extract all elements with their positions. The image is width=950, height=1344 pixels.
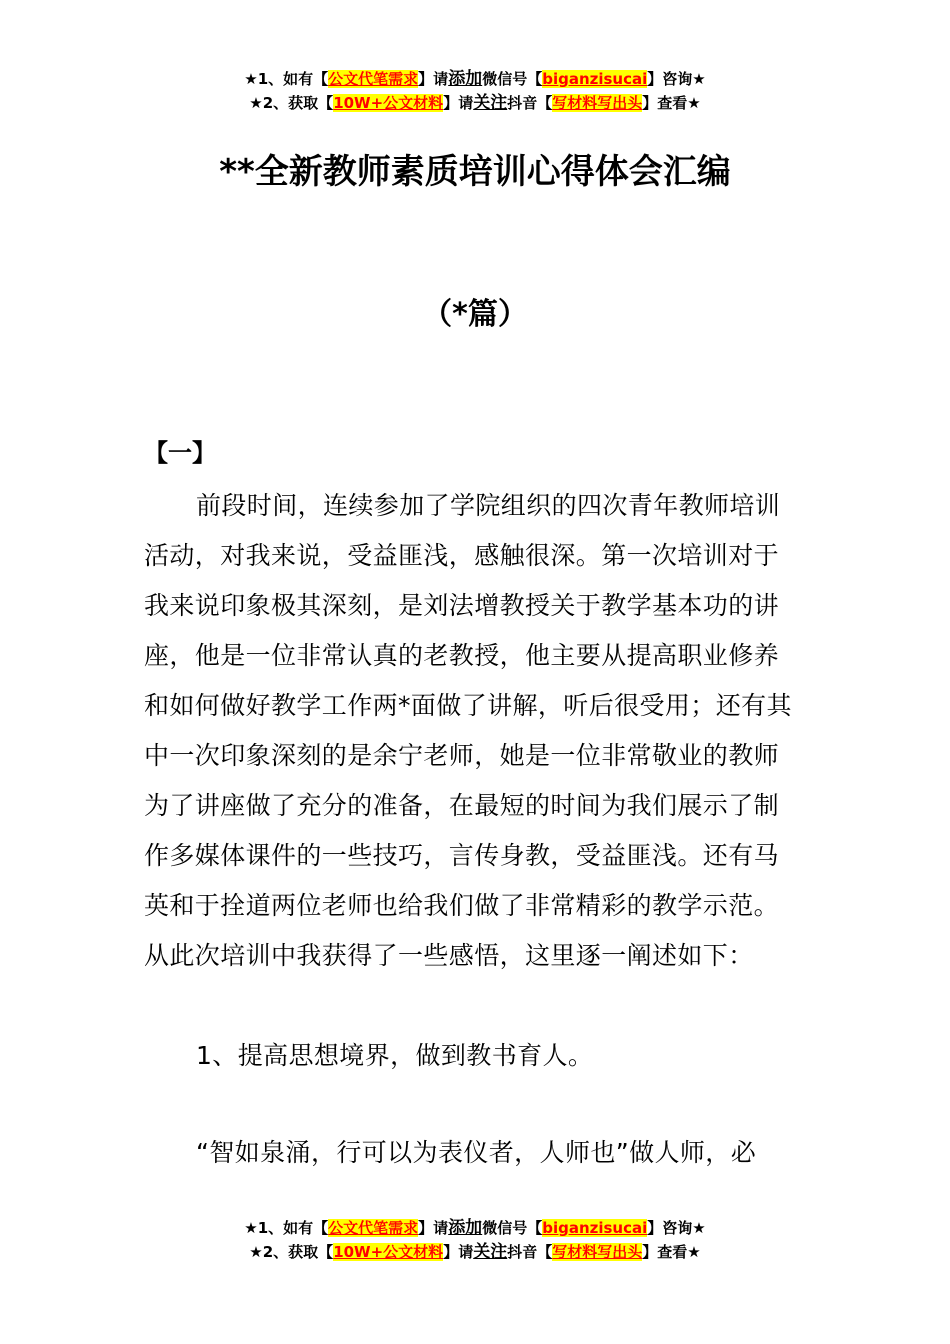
notice-text: 抖音【 bbox=[507, 1243, 553, 1261]
document-subtitle: （*篇） bbox=[422, 297, 528, 332]
notice-text: 】请 bbox=[418, 1219, 449, 1237]
paragraph-line: 为了讲座做了充分的准备，在最短的时间为我们展示了制 bbox=[144, 791, 780, 820]
notice-emphasis: 添加 bbox=[448, 1218, 483, 1238]
notice-highlight-wechat: biganzisucai bbox=[542, 1219, 648, 1237]
notice-highlight-service: 公文代笔需求 bbox=[328, 70, 419, 88]
paragraph-1 bbox=[144, 481, 806, 981]
notice-text: 】查看★ bbox=[642, 94, 701, 112]
notice-text: ★2、获取【 bbox=[249, 94, 334, 112]
document-title: **全新教师素质培训心得体会汇编 bbox=[219, 152, 731, 192]
notice-highlight-douyin: 写材料写出头 bbox=[552, 1243, 643, 1261]
notice-text: 抖音【 bbox=[507, 94, 553, 112]
notice-line-1 bbox=[0, 67, 950, 91]
section-heading: 【一】 bbox=[144, 439, 216, 467]
notice-emphasis: 添加 bbox=[448, 69, 483, 89]
notice-highlight-wechat: biganzisucai bbox=[542, 70, 648, 88]
notice-line-2 bbox=[0, 91, 950, 115]
notice-line-2 bbox=[0, 1240, 950, 1264]
quote-line: “智如泉涌，行可以为表仪者，人师也”做人师，必 bbox=[196, 1138, 757, 1167]
quote-paragraph bbox=[144, 1128, 806, 1178]
paragraph-line: 活动，对我来说，受益匪浅，感触很深。第一次培训对于 bbox=[144, 541, 780, 570]
notice-text: 】请 bbox=[418, 70, 449, 88]
paragraph-line: 我来说印象极其深刻，是刘法增教授关于教学基本功的讲 bbox=[144, 591, 780, 620]
notice-text: 】查看★ bbox=[642, 1243, 701, 1261]
footer-notice bbox=[0, 1216, 950, 1264]
paragraph-line: 从此次培训中我获得了一些感悟，这里逐一阐述如下： bbox=[144, 941, 754, 970]
paragraph-line: 英和于拴道两位老师也给我们做了非常精彩的教学示范。 bbox=[144, 891, 780, 920]
notice-text: ★1、如有【 bbox=[244, 1219, 329, 1237]
paragraph-line: 中一次印象深刻的是余宁老师，她是一位非常敬业的教师 bbox=[144, 741, 780, 770]
paragraph-line: 前段时间，连续参加了学院组织的四次青年教师培训 bbox=[196, 491, 781, 520]
notice-text: ★2、获取【 bbox=[249, 1243, 334, 1261]
notice-text: 微信号【 bbox=[482, 70, 543, 88]
notice-emphasis: 关注 bbox=[473, 93, 508, 113]
notice-highlight-materials: 10W+公文材料 bbox=[333, 94, 444, 112]
notice-line-1 bbox=[0, 1216, 950, 1240]
notice-highlight-service: 公文代笔需求 bbox=[328, 1219, 419, 1237]
notice-highlight-douyin: 写材料写出头 bbox=[552, 94, 643, 112]
notice-text: 】请 bbox=[443, 94, 474, 112]
list-item-1 bbox=[144, 1031, 806, 1081]
list-item-text: 1、提高思想境界，做到教书育人。 bbox=[196, 1041, 594, 1070]
notice-highlight-materials: 10W+公文材料 bbox=[333, 1243, 444, 1261]
notice-text: 】咨询★ bbox=[647, 1219, 706, 1237]
paragraph-line: 座，他是一位非常认真的老教授，他主要从提高职业修养 bbox=[144, 641, 780, 670]
notice-text: 】请 bbox=[443, 1243, 474, 1261]
notice-emphasis: 关注 bbox=[473, 1242, 508, 1262]
notice-text: 微信号【 bbox=[482, 1219, 543, 1237]
notice-text: 】咨询★ bbox=[647, 70, 706, 88]
paragraph-line: 作多媒体课件的一些技巧，言传身教，受益匪浅。还有马 bbox=[144, 841, 780, 870]
notice-text: ★1、如有【 bbox=[244, 70, 329, 88]
header-notice bbox=[0, 67, 950, 115]
paragraph-line: 和如何做好教学工作两*面做了讲解，听后很受用；还有其 bbox=[144, 691, 792, 720]
